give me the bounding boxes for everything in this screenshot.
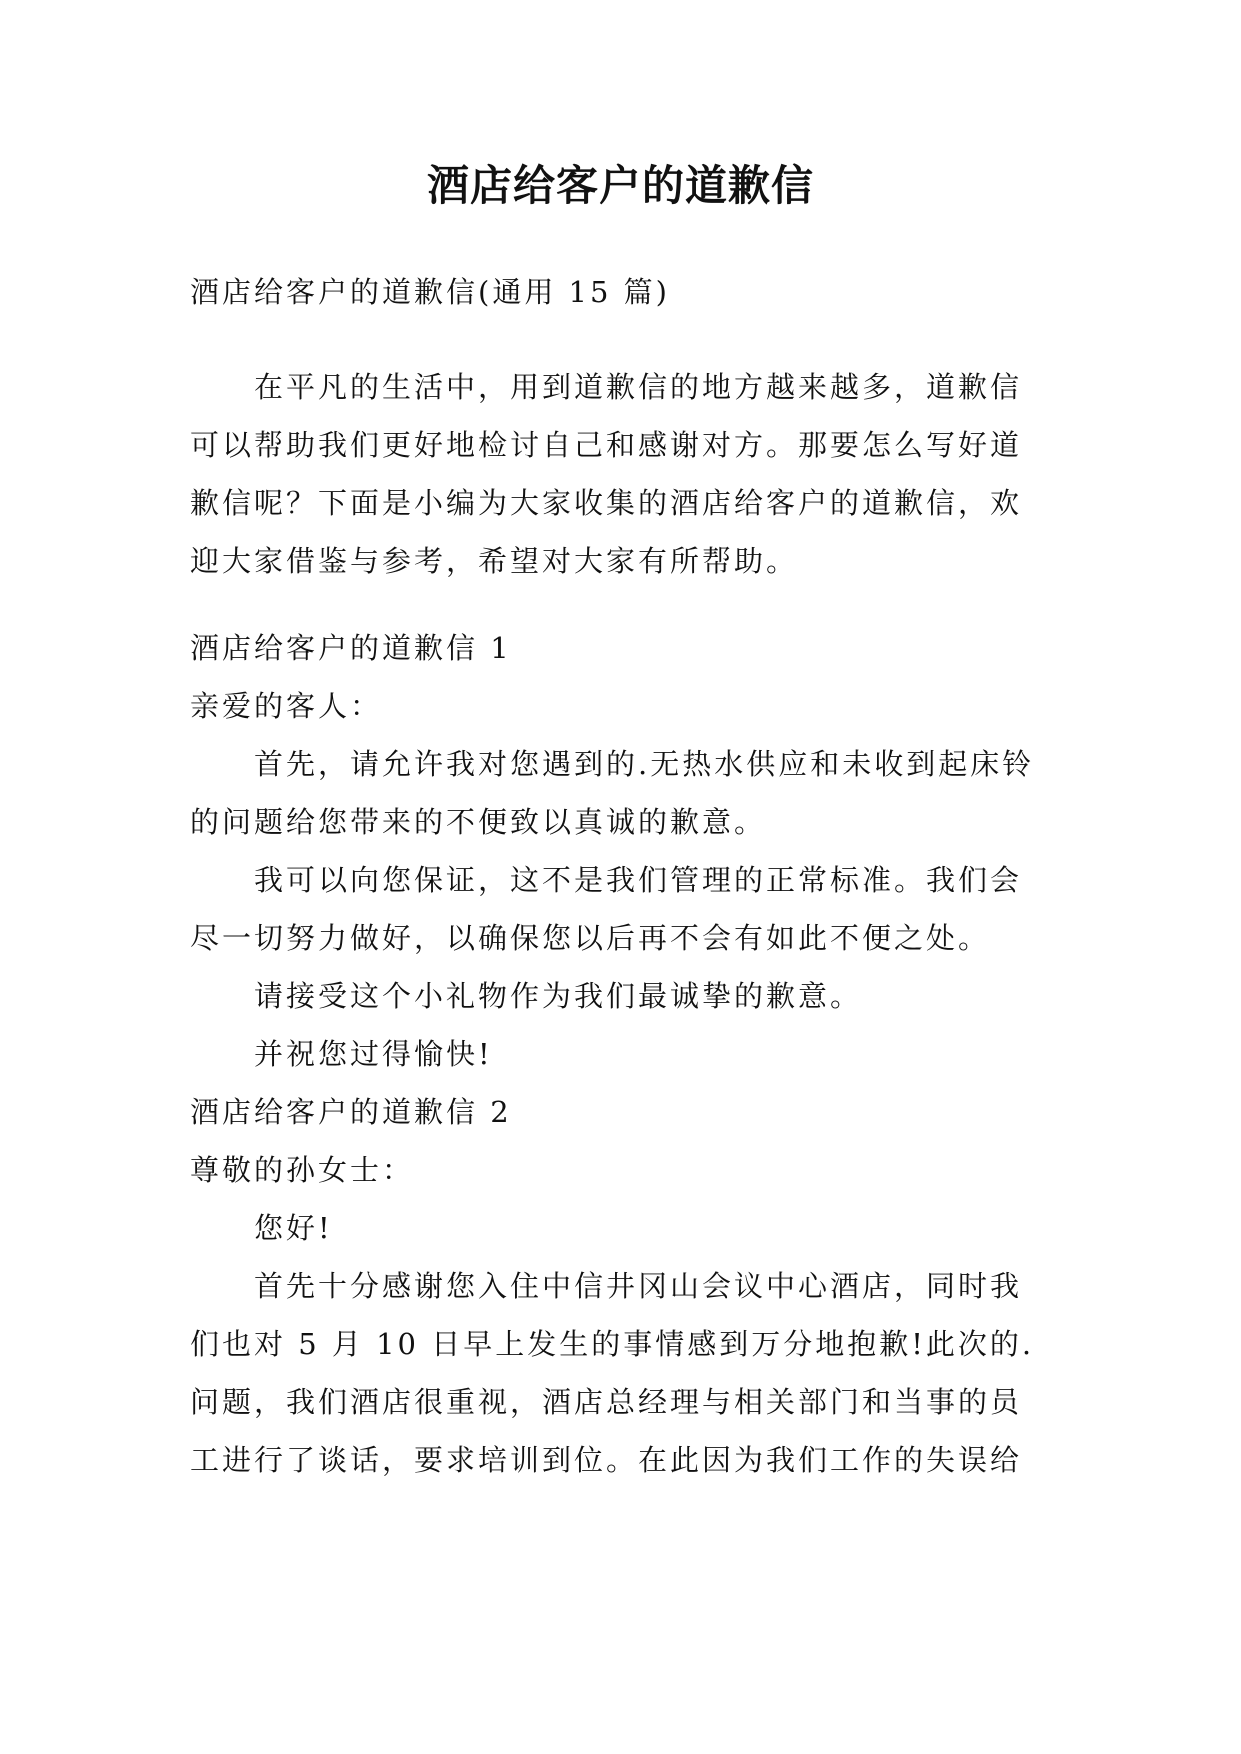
letter-2-salutation: 尊敬的孙女士：: [190, 1153, 415, 1187]
intro-paragraph: 在平凡的生活中，用到道歉信的地方越来越多，道歉信可以帮助我们更好地检讨自己和感谢对方。那要怎么写好道歉信呢？下面是小编为大家收集的酒店给客户的道歉信，欢迎大家借鉴与参考，希望对大家有所帮助。: [190, 370, 1023, 578]
document-title: 酒店给客户的道歉信: [426, 161, 814, 210]
letter-1-paragraph-3: 请接受这个小礼物作为我们最诚挚的歉意。: [254, 979, 863, 1013]
letter-2-greeting: 您好!: [254, 1211, 333, 1245]
letter-2-heading: 酒店给客户的道歉信 2: [190, 1095, 512, 1129]
letter-2-paragraph-1: 首先十分感谢您入住中信井冈山会议中心酒店，同时我们也对 5 月 10 日早上发生的事情感到万分地抱歉!此次的.问题，我们酒店很重视，酒店总经理与相关部门和当事的员工进行了谈话，要求培训到位。在此因为我们工作的失误给: [190, 1269, 1035, 1477]
document-subtitle: [190, 263, 1050, 321]
letter-1-paragraph-2: 我可以向您保证，这不是我们管理的正常标准。我们会尽一切努力做好，以确保您以后再不会有如此不便之处。: [190, 863, 1023, 955]
intro-section: [190, 358, 1050, 590]
letter-1: [190, 619, 1050, 1489]
letter-1-salutation: 亲爱的客人：: [190, 689, 383, 723]
letter-1-paragraph-1: 首先，请允许我对您遇到的.无热水供应和未收到起床铃的问题给您带来的不便致以真诚的歉意。: [190, 747, 1035, 839]
letter-1-heading: 酒店给客户的道歉信 1: [190, 631, 512, 665]
subtitle-text: 酒店给客户的道歉信(通用 15 篇): [190, 275, 670, 309]
letter-1-paragraph-4: 并祝您过得愉快!: [254, 1037, 493, 1071]
